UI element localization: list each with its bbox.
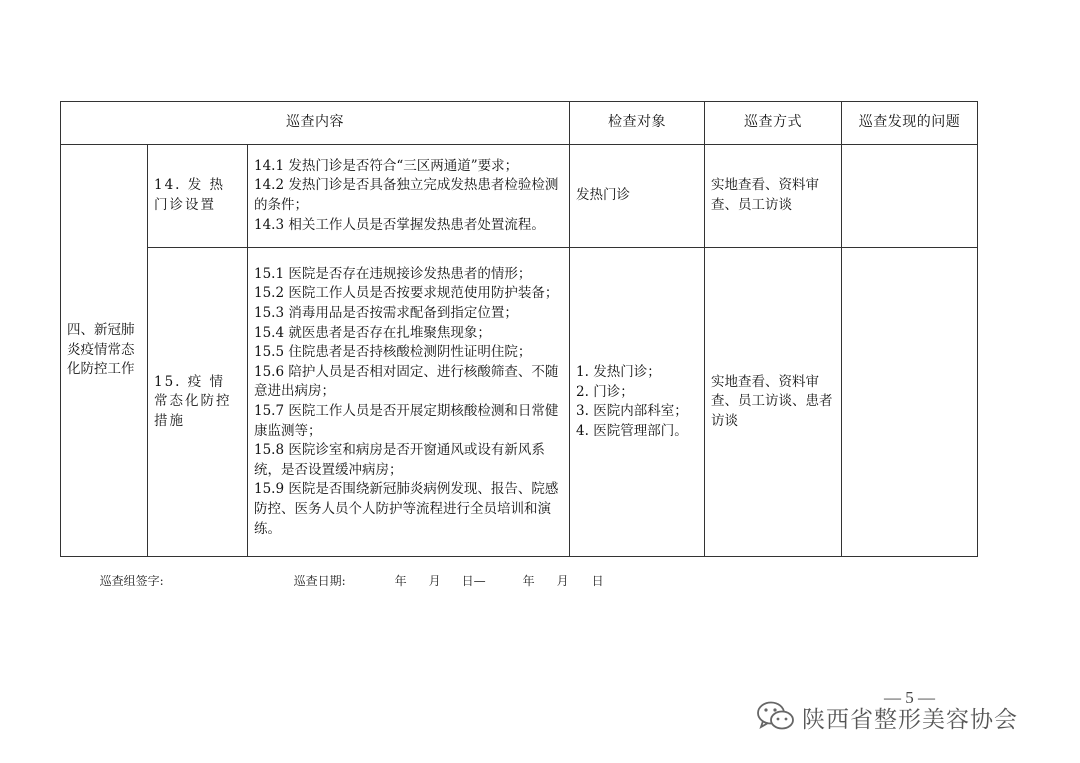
header-content: 巡查内容 [61,102,570,145]
watermark-text: 陕西省整形美容协会 [802,706,1018,733]
date-label: 巡查日期: [293,574,346,588]
content-item: 15.3 消毒用品是否按需求配备到指定位置； [254,305,518,322]
content-item: 15.4 就医患者是否存在扎堆聚焦现象； [254,324,491,341]
target-item: 3. 医院内部科室； [576,403,688,419]
target-15 [570,248,705,557]
content-item: 15.7 医院工作人员是否开展定期核酸检测和日常健康监测等； [254,403,559,439]
issues-14 [842,145,978,248]
signature-line [92,558,604,589]
watermark [756,700,1018,734]
content-14 [248,145,570,248]
target-item: 4. 医院管理部门。 [576,422,688,439]
wechat-icon [756,700,796,734]
header-target: 检查对象 [570,102,705,145]
year-label: 年 [394,574,407,588]
table-row [61,145,978,248]
target-item: 2. 门诊； [576,383,634,400]
content-item: 15.5 住院患者是否持核酸检测阴性证明住院； [254,344,532,361]
issues-15 [842,248,978,557]
content-item: 15.8 医院诊室和病房是否开窗通风或设有新风系统，是否设置缓冲病房； [254,442,545,478]
section-title: 四、新冠肺炎疫情常态化防控工作 [61,145,148,557]
header-row [61,102,978,145]
content-item: 15.1 医院是否存在违规接诊发热患者的情形； [254,265,532,282]
target-14: 发热门诊 [570,145,705,248]
content-item: 14.1 发热门诊是否符合“三区两通道”要求； [254,157,519,174]
month-label: 月 [428,574,441,588]
year-label-2: 年 [522,574,535,588]
day-label: 日 [591,574,604,588]
sign-label: 巡查组签字: [99,574,164,588]
content-item: 15.2 医院工作人员是否按要求规范使用防护装备； [254,285,559,302]
header-issues: 巡查发现的问题 [842,102,978,145]
day-to-label: 日— [461,574,486,588]
content-item: 14.2 发热门诊是否具备独立完成发热患者检验检测的条件； [254,177,559,213]
page-number: — 5 — [884,688,935,707]
method-14: 实地查看、资料审查、员工访谈 [705,145,842,248]
table-row [61,248,978,557]
header-method: 巡查方式 [705,102,842,145]
content-item: 15.9 医院是否围绕新冠肺炎病例发现、报告、院感防控、医务人员个人防护等流程进行全员培训和演练。 [254,481,559,537]
content-15 [248,248,570,557]
method-15: 实地查看、资料审查、员工访谈、患者访谈 [705,248,842,557]
inspection-table [60,101,978,557]
content-item: 14.3 相关工作人员是否掌握发热患者处置流程。 [254,216,545,233]
content-item: 15.6 陪护人员是否相对固定、进行核酸筛查、不随意进出病房； [254,363,559,400]
month-label-2: 月 [556,574,569,588]
target-item: 1. 发热门诊； [576,364,661,380]
subitem-14: 14. 发 热 门诊设置 [148,145,248,248]
subitem-15: 15. 疫 情 常态化防控措施 [148,248,248,557]
